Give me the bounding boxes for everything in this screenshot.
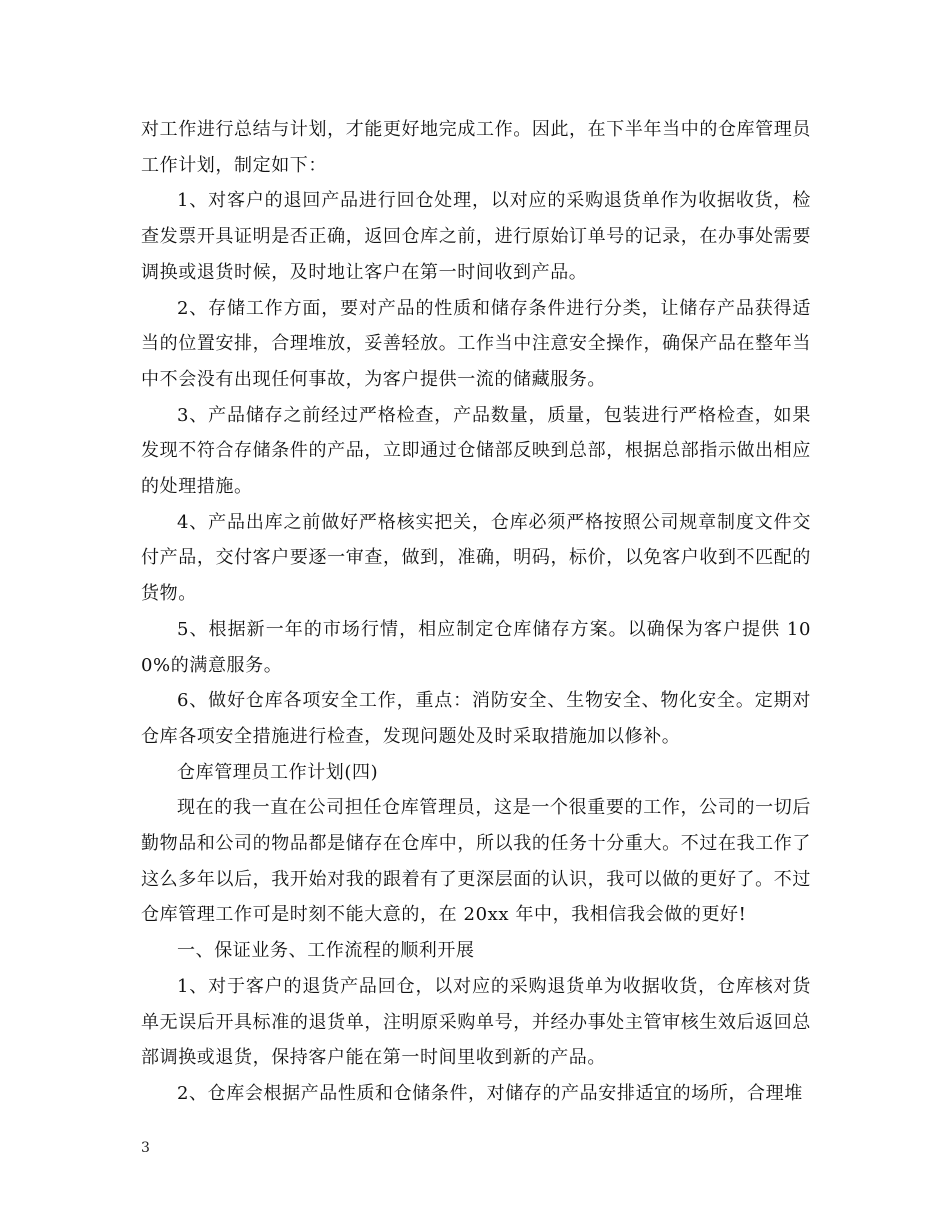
paragraph-subitem-1: 1、对于客户的退货产品回仓，以对应的采购退货单为收据收货，仓库核对货单无误后开具标准的退货单，注明原采购单号，并经办事处主管审核生效后返回总部调换或退货，保持客户能在第一时间里收到新的产品。 [141, 975, 811, 1069]
paragraph-intro: 对工作进行总结与计划，才能更好地完成工作。因此，在下半年当中的仓库管理员工作计划，制定如下： [141, 119, 811, 176]
subsection-heading: 一、保证业务、工作流程的顺利开展 [177, 940, 475, 962]
paragraph-subitem-2: 2、仓库会根据产品性质和仓储条件，对储存的产品安排适宜的场所，合理堆 [177, 1082, 803, 1104]
page-number: 3 [141, 1140, 150, 1156]
paragraph-item-1: 1、对客户的退回产品进行回仓处理，以对应的采购退货单作为收据收货，检查发票开具证明是否正确，返回仓库之前，进行原始订单号的记录，在办事处需要调换或退货时候，及时地让客户在第一时间收到产品。 [141, 190, 811, 283]
paragraph-section-intro: 现在的我一直在公司担任仓库管理员，这是一个很重要的工作，公司的一切后勤物品和公司的物品都是储存在仓库中，所以我的任务十分重大。不过在我工作了这么多年以后，我开始对我的跟着有了更深层面的认识，我可以做的更好了。不过仓库管理工作可是时刻不能大意的，在 20xx 年中，我相信我会做的更好! [141, 797, 811, 926]
section-heading: 仓库管理员工作计划(四) [177, 761, 379, 783]
paragraph-item-5: 5、根据新一年的市场行情，相应制定仓库储存方案。以确保为客户提供 100%的满意服务。 [141, 618, 811, 676]
paragraph-item-6: 6、做好仓库各项安全工作，重点：消防安全、生物安全、物化安全。定期对仓库各项安全措施进行检查，发现问题处及时采取措施加以修补。 [141, 690, 811, 747]
document-body [141, 112, 811, 1112]
paragraph-item-3: 3、产品储存之前经过严格检查，产品数量，质量，包装进行严格检查，如果发现不符合存储条件的产品，立即通过仓储部反映到总部，根据总部指示做出相应的处理措施。 [141, 404, 811, 498]
paragraph-item-2: 2、存储工作方面，要对产品的性质和储存条件进行分类，让储存产品获得适当的位置安排，合理堆放，妥善轻放。工作当中注意安全操作，确保产品在整年当中不会没有出现任何事故，为客户提供一流的储藏服务。 [141, 297, 811, 390]
paragraph-item-4: 4、产品出库之前做好严格核实把关，仓库必须严格按照公司规章制度文件交付产品，交付客户要逐一审查，做到，准确，明码，标价，以免客户收到不匹配的货物。 [141, 511, 811, 605]
